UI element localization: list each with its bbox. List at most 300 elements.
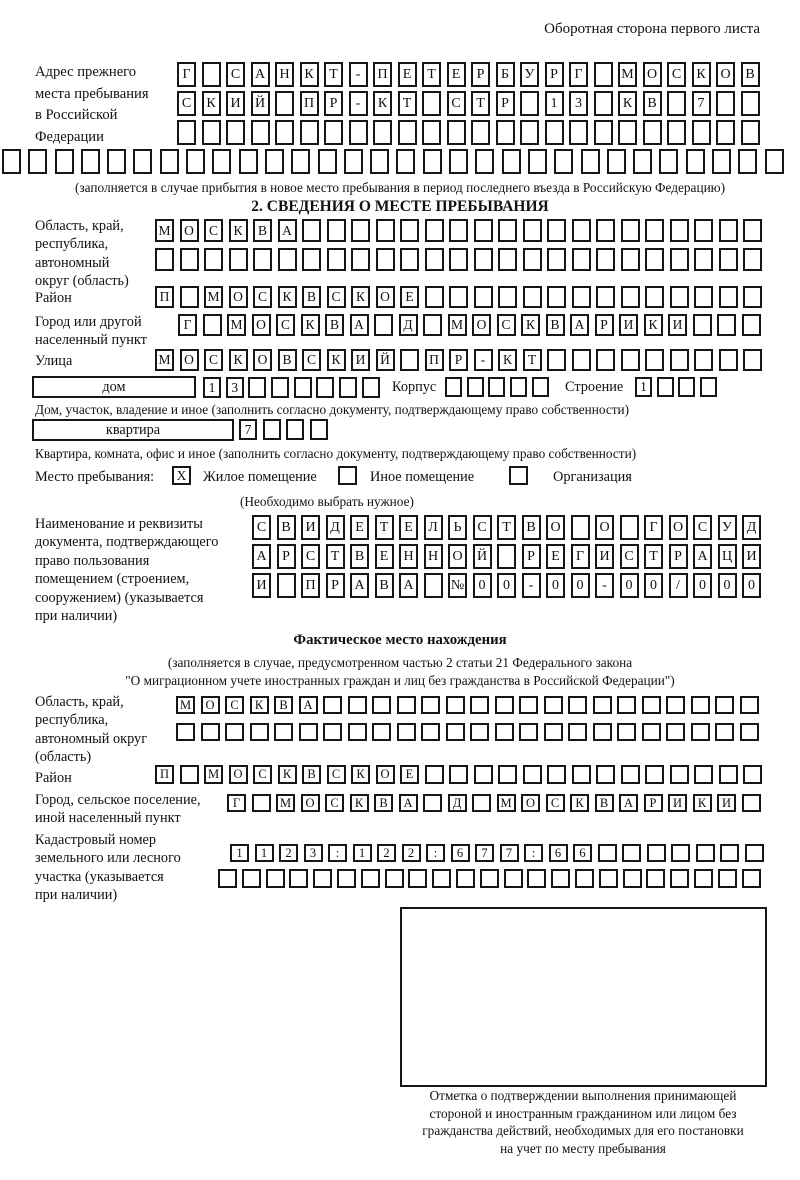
char-cell[interactable]	[551, 869, 570, 888]
char-cell[interactable]	[633, 149, 652, 174]
char-cell[interactable]: Е	[447, 62, 466, 87]
fact-oblast-row-2[interactable]	[176, 723, 759, 741]
char-cell[interactable]	[474, 286, 493, 308]
char-cell[interactable]: №	[448, 573, 467, 598]
char-cell[interactable]: Д	[742, 515, 761, 540]
char-cell[interactable]: Р	[545, 62, 564, 87]
char-cell[interactable]	[528, 149, 547, 174]
char-cell[interactable]: 0	[644, 573, 663, 598]
char-cell[interactable]	[593, 723, 612, 741]
char-cell[interactable]	[133, 149, 152, 174]
char-cell[interactable]	[277, 573, 296, 598]
char-cell[interactable]	[743, 286, 762, 308]
char-cell[interactable]	[313, 869, 332, 888]
char-cell[interactable]	[572, 248, 591, 271]
char-cell[interactable]: Й	[376, 349, 395, 371]
char-cell[interactable]	[666, 723, 685, 741]
char-cell[interactable]	[621, 219, 640, 242]
char-cell[interactable]	[155, 248, 174, 271]
char-cell[interactable]	[694, 286, 713, 308]
char-cell[interactable]: Т	[471, 91, 490, 116]
char-cell[interactable]: К	[278, 765, 297, 784]
char-cell[interactable]: Т	[644, 544, 663, 569]
char-cell[interactable]	[569, 120, 588, 145]
char-cell[interactable]	[226, 120, 245, 145]
char-cell[interactable]: 1	[255, 844, 274, 862]
prev-address-row-2[interactable]	[177, 91, 760, 116]
char-cell[interactable]	[523, 219, 542, 242]
char-cell[interactable]: 0	[718, 573, 737, 598]
char-cell[interactable]: В	[302, 765, 321, 784]
char-cell[interactable]	[374, 314, 393, 336]
char-cell[interactable]	[449, 149, 468, 174]
char-cell[interactable]: С	[327, 286, 346, 308]
char-cell[interactable]: П	[155, 286, 174, 308]
char-cell[interactable]	[204, 248, 223, 271]
char-cell[interactable]	[568, 723, 587, 741]
char-cell[interactable]: И	[717, 794, 736, 812]
char-cell[interactable]	[719, 219, 738, 242]
char-cell[interactable]	[498, 765, 517, 784]
char-cell[interactable]	[547, 349, 566, 371]
char-cell[interactable]: А	[570, 314, 589, 336]
kvartira-cells[interactable]	[239, 419, 328, 440]
char-cell[interactable]	[449, 765, 468, 784]
char-cell[interactable]: А	[399, 794, 418, 812]
char-cell[interactable]: О	[301, 794, 320, 812]
char-cell[interactable]: Й	[473, 544, 492, 569]
char-cell[interactable]: Т	[324, 62, 343, 87]
document-row-1[interactable]	[252, 515, 761, 540]
char-cell[interactable]	[202, 62, 221, 87]
char-cell[interactable]: У	[520, 62, 539, 87]
char-cell[interactable]	[203, 314, 222, 336]
char-cell[interactable]	[229, 248, 248, 271]
char-cell[interactable]	[265, 149, 284, 174]
document-row-3[interactable]	[252, 573, 761, 598]
char-cell[interactable]	[385, 869, 404, 888]
char-cell[interactable]	[447, 120, 466, 145]
char-cell[interactable]	[647, 844, 666, 862]
char-cell[interactable]: 0	[571, 573, 590, 598]
char-cell[interactable]	[55, 149, 74, 174]
char-cell[interactable]	[738, 149, 757, 174]
char-cell[interactable]	[218, 869, 237, 888]
char-cell[interactable]: О	[201, 696, 220, 714]
char-cell[interactable]	[299, 723, 318, 741]
char-cell[interactable]: 3	[304, 844, 323, 862]
char-cell[interactable]	[519, 696, 538, 714]
char-cell[interactable]: Р	[277, 544, 296, 569]
char-cell[interactable]: К	[570, 794, 589, 812]
char-cell[interactable]	[446, 723, 465, 741]
char-cell[interactable]	[400, 349, 419, 371]
char-cell[interactable]: -	[474, 349, 493, 371]
char-cell[interactable]	[593, 696, 612, 714]
char-cell[interactable]	[252, 794, 271, 812]
char-cell[interactable]: Д	[326, 515, 345, 540]
char-cell[interactable]	[398, 120, 417, 145]
char-cell[interactable]: М	[227, 314, 246, 336]
char-cell[interactable]	[694, 349, 713, 371]
char-cell[interactable]	[607, 149, 626, 174]
fact-raion-row[interactable]	[155, 765, 762, 784]
char-cell[interactable]	[742, 869, 761, 888]
char-cell[interactable]	[372, 696, 391, 714]
char-cell[interactable]: Т	[326, 544, 345, 569]
char-cell[interactable]	[318, 149, 337, 174]
char-cell[interactable]: К	[202, 91, 221, 116]
char-cell[interactable]: 7	[475, 844, 494, 862]
char-cell[interactable]	[275, 120, 294, 145]
char-cell[interactable]	[239, 149, 258, 174]
char-cell[interactable]	[300, 120, 319, 145]
prev-address-row-3[interactable]	[177, 120, 760, 145]
char-cell[interactable]: И	[595, 544, 614, 569]
char-cell[interactable]: А	[251, 62, 270, 87]
char-cell[interactable]	[719, 286, 738, 308]
char-cell[interactable]	[645, 219, 664, 242]
char-cell[interactable]: 0	[693, 573, 712, 598]
char-cell[interactable]	[449, 219, 468, 242]
char-cell[interactable]: 0	[473, 573, 492, 598]
char-cell[interactable]	[594, 62, 613, 87]
char-cell[interactable]	[523, 286, 542, 308]
oblast-row-1[interactable]	[155, 219, 762, 242]
char-cell[interactable]: Й	[251, 91, 270, 116]
char-cell[interactable]: Е	[400, 765, 419, 784]
checkbox-zhiloe[interactable]: X	[172, 466, 191, 485]
char-cell[interactable]	[351, 248, 370, 271]
char-cell[interactable]: О	[669, 515, 688, 540]
char-cell[interactable]: М	[204, 286, 223, 308]
char-cell[interactable]: Г	[571, 544, 590, 569]
char-cell[interactable]: Т	[422, 62, 441, 87]
prev-address-row-1[interactable]	[177, 62, 760, 87]
char-cell[interactable]	[740, 696, 759, 714]
char-cell[interactable]: 7	[692, 91, 711, 116]
char-cell[interactable]	[425, 765, 444, 784]
char-cell[interactable]: Р	[644, 794, 663, 812]
char-cell[interactable]: О	[229, 765, 248, 784]
char-cell[interactable]	[643, 120, 662, 145]
char-cell[interactable]	[449, 248, 468, 271]
char-cell[interactable]: М	[155, 219, 174, 242]
char-cell[interactable]: С	[302, 349, 321, 371]
char-cell[interactable]	[581, 149, 600, 174]
char-cell[interactable]: -	[349, 62, 368, 87]
char-cell[interactable]	[253, 248, 272, 271]
char-cell[interactable]	[743, 765, 762, 784]
char-cell[interactable]	[544, 696, 563, 714]
char-cell[interactable]: М	[276, 794, 295, 812]
char-cell[interactable]	[446, 696, 465, 714]
char-cell[interactable]	[544, 723, 563, 741]
char-cell[interactable]	[242, 869, 261, 888]
char-cell[interactable]: 6	[549, 844, 568, 862]
char-cell[interactable]	[523, 765, 542, 784]
char-cell[interactable]	[621, 286, 640, 308]
char-cell[interactable]	[498, 219, 517, 242]
char-cell[interactable]: О	[252, 314, 271, 336]
char-cell[interactable]	[421, 723, 440, 741]
char-cell[interactable]: Н	[424, 544, 443, 569]
char-cell[interactable]: И	[252, 573, 271, 598]
char-cell[interactable]	[571, 515, 590, 540]
char-cell[interactable]	[519, 723, 538, 741]
char-cell[interactable]: П	[155, 765, 174, 784]
char-cell[interactable]: А	[299, 696, 318, 714]
document-row-2[interactable]	[252, 544, 761, 569]
char-cell[interactable]: К	[644, 314, 663, 336]
char-cell[interactable]	[376, 248, 395, 271]
char-cell[interactable]: 0	[546, 573, 565, 598]
char-cell[interactable]: О	[595, 515, 614, 540]
char-cell[interactable]	[670, 765, 689, 784]
char-cell[interactable]: В	[325, 314, 344, 336]
char-cell[interactable]: 2	[402, 844, 421, 862]
char-cell[interactable]	[289, 869, 308, 888]
char-cell[interactable]	[474, 765, 493, 784]
char-cell[interactable]	[718, 869, 737, 888]
char-cell[interactable]: -	[349, 91, 368, 116]
char-cell[interactable]	[496, 120, 515, 145]
char-cell[interactable]	[670, 286, 689, 308]
kadastr-row-1[interactable]	[230, 844, 764, 862]
char-cell[interactable]	[694, 219, 713, 242]
char-cell[interactable]: М	[176, 696, 195, 714]
char-cell[interactable]	[670, 248, 689, 271]
char-cell[interactable]	[618, 120, 637, 145]
char-cell[interactable]	[302, 219, 321, 242]
char-cell[interactable]	[642, 723, 661, 741]
char-cell[interactable]: Р	[595, 314, 614, 336]
char-cell[interactable]: С	[253, 765, 272, 784]
char-cell[interactable]: Е	[546, 544, 565, 569]
char-cell[interactable]	[596, 349, 615, 371]
char-cell[interactable]	[691, 696, 710, 714]
char-cell[interactable]	[743, 248, 762, 271]
char-cell[interactable]	[547, 219, 566, 242]
char-cell[interactable]: К	[693, 794, 712, 812]
char-cell[interactable]	[180, 286, 199, 308]
char-cell[interactable]	[693, 314, 712, 336]
char-cell[interactable]: Р	[522, 544, 541, 569]
char-cell[interactable]	[348, 696, 367, 714]
char-cell[interactable]: К	[301, 314, 320, 336]
char-cell[interactable]: Е	[399, 515, 418, 540]
char-cell[interactable]: К	[351, 765, 370, 784]
char-cell[interactable]	[474, 248, 493, 271]
char-cell[interactable]	[599, 869, 618, 888]
char-cell[interactable]	[642, 696, 661, 714]
char-cell[interactable]	[274, 723, 293, 741]
char-cell[interactable]	[212, 149, 231, 174]
char-cell[interactable]	[201, 723, 220, 741]
char-cell[interactable]	[344, 149, 363, 174]
char-cell[interactable]: К	[618, 91, 637, 116]
gorod-row[interactable]	[178, 314, 761, 336]
char-cell[interactable]: 1	[353, 844, 372, 862]
char-cell[interactable]	[278, 248, 297, 271]
char-cell[interactable]	[596, 765, 615, 784]
char-cell[interactable]: Н	[275, 62, 294, 87]
char-cell[interactable]	[520, 91, 539, 116]
char-cell[interactable]	[81, 149, 100, 174]
char-cell[interactable]: И	[226, 91, 245, 116]
char-cell[interactable]	[715, 696, 734, 714]
char-cell[interactable]: И	[668, 314, 687, 336]
char-cell[interactable]	[667, 91, 686, 116]
char-cell[interactable]	[594, 91, 613, 116]
char-cell[interactable]: С	[204, 219, 223, 242]
char-cell[interactable]	[180, 248, 199, 271]
char-cell[interactable]	[425, 248, 444, 271]
char-cell[interactable]	[202, 120, 221, 145]
char-cell[interactable]: А	[619, 794, 638, 812]
char-cell[interactable]: К	[350, 794, 369, 812]
char-cell[interactable]: А	[278, 219, 297, 242]
char-cell[interactable]	[575, 869, 594, 888]
char-cell[interactable]: О	[472, 314, 491, 336]
char-cell[interactable]: И	[668, 794, 687, 812]
char-cell[interactable]	[670, 219, 689, 242]
char-cell[interactable]: Н	[399, 544, 418, 569]
char-cell[interactable]	[621, 765, 640, 784]
char-cell[interactable]: Г	[644, 515, 663, 540]
char-cell[interactable]	[659, 149, 678, 174]
char-cell[interactable]	[719, 765, 738, 784]
char-cell[interactable]	[596, 248, 615, 271]
char-cell[interactable]: К	[229, 349, 248, 371]
char-cell[interactable]	[400, 248, 419, 271]
char-cell[interactable]: 2	[377, 844, 396, 862]
char-cell[interactable]	[572, 219, 591, 242]
checkbox-organizatsiya[interactable]	[509, 466, 528, 485]
char-cell[interactable]: О	[376, 765, 395, 784]
char-cell[interactable]: 1	[230, 844, 249, 862]
char-cell[interactable]: Е	[375, 544, 394, 569]
char-cell[interactable]	[400, 219, 419, 242]
char-cell[interactable]	[408, 869, 427, 888]
char-cell[interactable]	[498, 286, 517, 308]
char-cell[interactable]	[248, 377, 266, 398]
char-cell[interactable]: С	[546, 794, 565, 812]
char-cell[interactable]: В	[350, 544, 369, 569]
char-cell[interactable]	[666, 696, 685, 714]
char-cell[interactable]	[275, 91, 294, 116]
char-cell[interactable]: С	[301, 544, 320, 569]
char-cell[interactable]	[271, 377, 289, 398]
char-cell[interactable]	[547, 248, 566, 271]
char-cell[interactable]: 6	[451, 844, 470, 862]
char-cell[interactable]: В	[595, 794, 614, 812]
char-cell[interactable]	[472, 794, 491, 812]
char-cell[interactable]: Р	[496, 91, 515, 116]
char-cell[interactable]: К	[521, 314, 540, 336]
char-cell[interactable]: П	[300, 91, 319, 116]
char-cell[interactable]	[742, 314, 761, 336]
char-cell[interactable]	[620, 515, 639, 540]
fact-gorod-row[interactable]	[227, 794, 761, 812]
char-cell[interactable]	[497, 544, 516, 569]
char-cell[interactable]	[694, 765, 713, 784]
char-cell[interactable]	[720, 844, 739, 862]
char-cell[interactable]	[740, 723, 759, 741]
char-cell[interactable]	[467, 377, 484, 397]
char-cell[interactable]	[700, 377, 717, 397]
char-cell[interactable]	[480, 869, 499, 888]
char-cell[interactable]: 0	[620, 573, 639, 598]
raion-row[interactable]	[155, 286, 762, 308]
char-cell[interactable]: В	[643, 91, 662, 116]
char-cell[interactable]	[667, 120, 686, 145]
char-cell[interactable]: И	[742, 544, 761, 569]
char-cell[interactable]	[397, 723, 416, 741]
char-cell[interactable]: 3	[226, 377, 244, 398]
char-cell[interactable]	[225, 723, 244, 741]
char-cell[interactable]: С	[667, 62, 686, 87]
char-cell[interactable]	[520, 120, 539, 145]
char-cell[interactable]	[323, 696, 342, 714]
char-cell[interactable]	[743, 219, 762, 242]
char-cell[interactable]	[488, 377, 505, 397]
char-cell[interactable]	[554, 149, 573, 174]
char-cell[interactable]	[495, 696, 514, 714]
char-cell[interactable]	[425, 286, 444, 308]
char-cell[interactable]: В	[546, 314, 565, 336]
char-cell[interactable]: 1	[545, 91, 564, 116]
char-cell[interactable]	[316, 377, 334, 398]
char-cell[interactable]	[186, 149, 205, 174]
char-cell[interactable]: Д	[399, 314, 418, 336]
dom-cells[interactable]	[203, 377, 380, 398]
char-cell[interactable]: Г	[569, 62, 588, 87]
char-cell[interactable]	[596, 286, 615, 308]
char-cell[interactable]: 6	[573, 844, 592, 862]
char-cell[interactable]	[623, 869, 642, 888]
char-cell[interactable]: В	[374, 794, 393, 812]
char-cell[interactable]	[765, 149, 784, 174]
char-cell[interactable]: Р	[326, 573, 345, 598]
kadastr-row-2[interactable]	[218, 869, 761, 888]
char-cell[interactable]: 1	[635, 377, 652, 397]
char-cell[interactable]	[323, 723, 342, 741]
char-cell[interactable]: М	[155, 349, 174, 371]
char-cell[interactable]	[324, 120, 343, 145]
prev-address-row-4[interactable]	[2, 149, 784, 174]
char-cell[interactable]: :	[426, 844, 445, 862]
char-cell[interactable]	[302, 248, 321, 271]
char-cell[interactable]	[717, 314, 736, 336]
char-cell[interactable]: Е	[398, 62, 417, 87]
char-cell[interactable]	[349, 120, 368, 145]
char-cell[interactable]	[670, 349, 689, 371]
char-cell[interactable]	[445, 377, 462, 397]
char-cell[interactable]	[719, 248, 738, 271]
char-cell[interactable]	[504, 869, 523, 888]
char-cell[interactable]	[594, 120, 613, 145]
char-cell[interactable]: 2	[279, 844, 298, 862]
char-cell[interactable]	[694, 869, 713, 888]
char-cell[interactable]: Г	[178, 314, 197, 336]
char-cell[interactable]	[745, 844, 764, 862]
char-cell[interactable]	[327, 219, 346, 242]
char-cell[interactable]: С	[447, 91, 466, 116]
char-cell[interactable]	[712, 149, 731, 174]
char-cell[interactable]	[351, 219, 370, 242]
char-cell[interactable]: С	[497, 314, 516, 336]
